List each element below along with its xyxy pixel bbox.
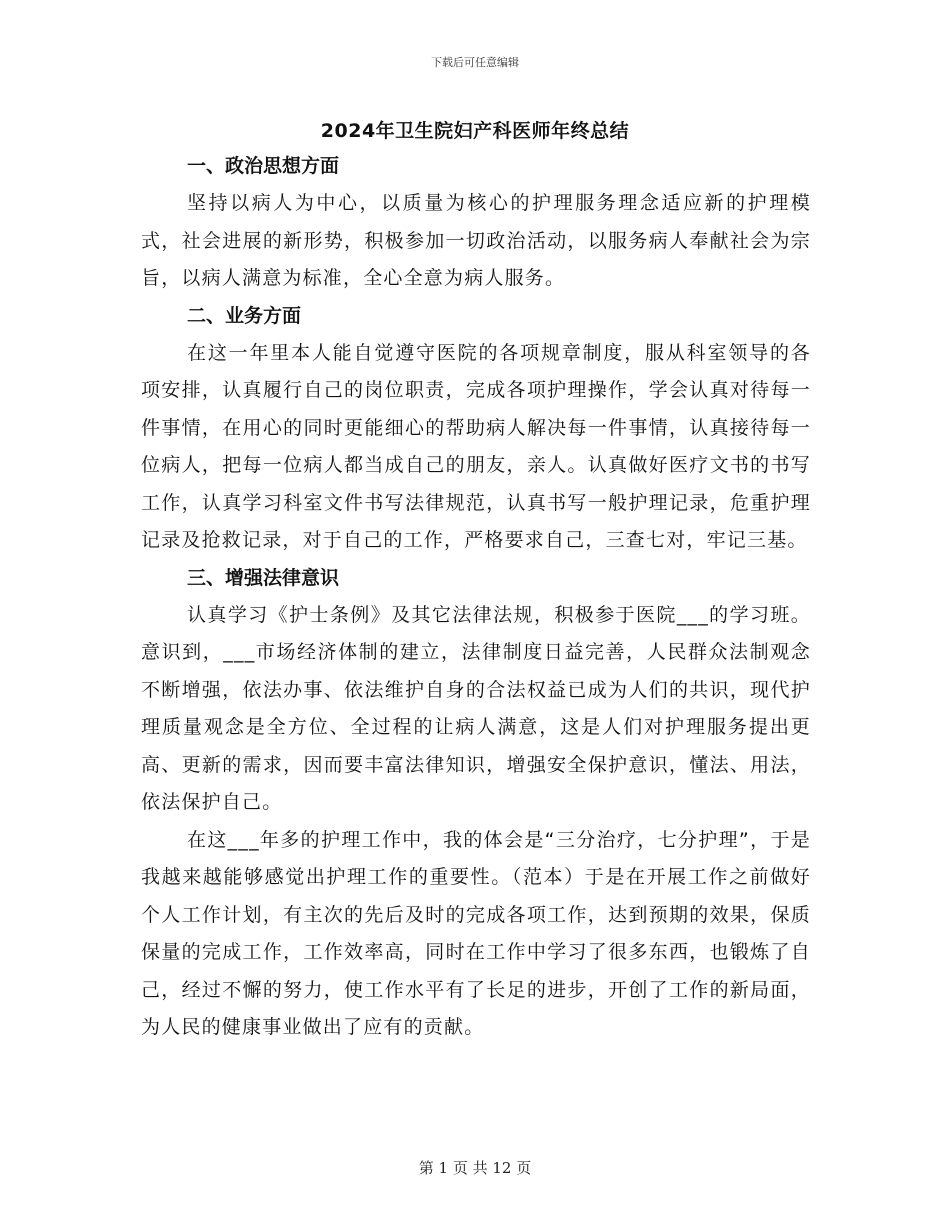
paragraph: 在这一年里本人能自觉遵守医院的各项规章制度，服从科室领导的各项安排，认真履行自己的岗位职责，完成各项护理操作，学会认真对待每一件事情，在用心的同时更能细心的帮助病人解决每一件事情，认真接待每一位病人，把每一位病人都当成自己的朋友，亲人。认真做好医疗文书的书写工作，认真学习科室文件书写法律规范，认真书写一般护理记录，危重护理记录及抢救记录，对于自己的工作，严格要求自己，三查七对，牢记三基。 <box>141 341 811 551</box>
section-heading: 三、增强法律意识 <box>187 566 340 589</box>
page-number: 第 1 页 共 12 页 <box>418 1159 532 1177</box>
section-heading: 二、业务方面 <box>187 304 302 327</box>
section-political <box>141 148 811 298</box>
paragraph: 坚持以病人为中心，以质量为核心的护理服务理念适应新的护理模式，社会进展的新形势，积极参加一切政治活动，以服务病人奉献社会为宗旨，以病人满意为标准，全心全意为病人服务。 <box>141 192 811 289</box>
section-business <box>141 298 811 560</box>
paragraph: 在这___年多的护理工作中，我的体会是“三分治疗，七分护理”，于是我越来越能够感觉出护理工作的重要性。（范本）于是在开展工作之前做好个人工作计划，有主次的先后及时的完成各项工作，达到预期的效果，保质保量的完成工作，工作效率高，同时在工作中学习了很多东西，也锻炼了自己，经过不懈的努力，使工作水平有了长足的进步，开创了工作的新局面，为人民的健康事业做出了应有的贡献。 <box>141 828 811 1038</box>
paragraph: 认真学习《护士条例》及其它法律法规，积极参于医院___的学习班。意识到，___市场经济体制的建立，法律制度日益完善，人民群众法制观念不断增强，依法办事、依法维护自身的合法权益已成为人们的共识，现代护理质量观念是全方位、全过程的让病人满意，这是人们对护理服务提出更高、更新的需求，因而要丰富法律知识，增强安全保护意识，懂法、用法，依法保护自己。 <box>141 603 811 813</box>
section-legal <box>141 560 811 1047</box>
document-body <box>141 148 811 1047</box>
page-header-note: 下载后可任意编辑 <box>431 56 519 69</box>
document-title: 2024年卫生院妇产科医师年终总结 <box>320 120 630 142</box>
section-heading: 一、政治思想方面 <box>187 155 340 177</box>
